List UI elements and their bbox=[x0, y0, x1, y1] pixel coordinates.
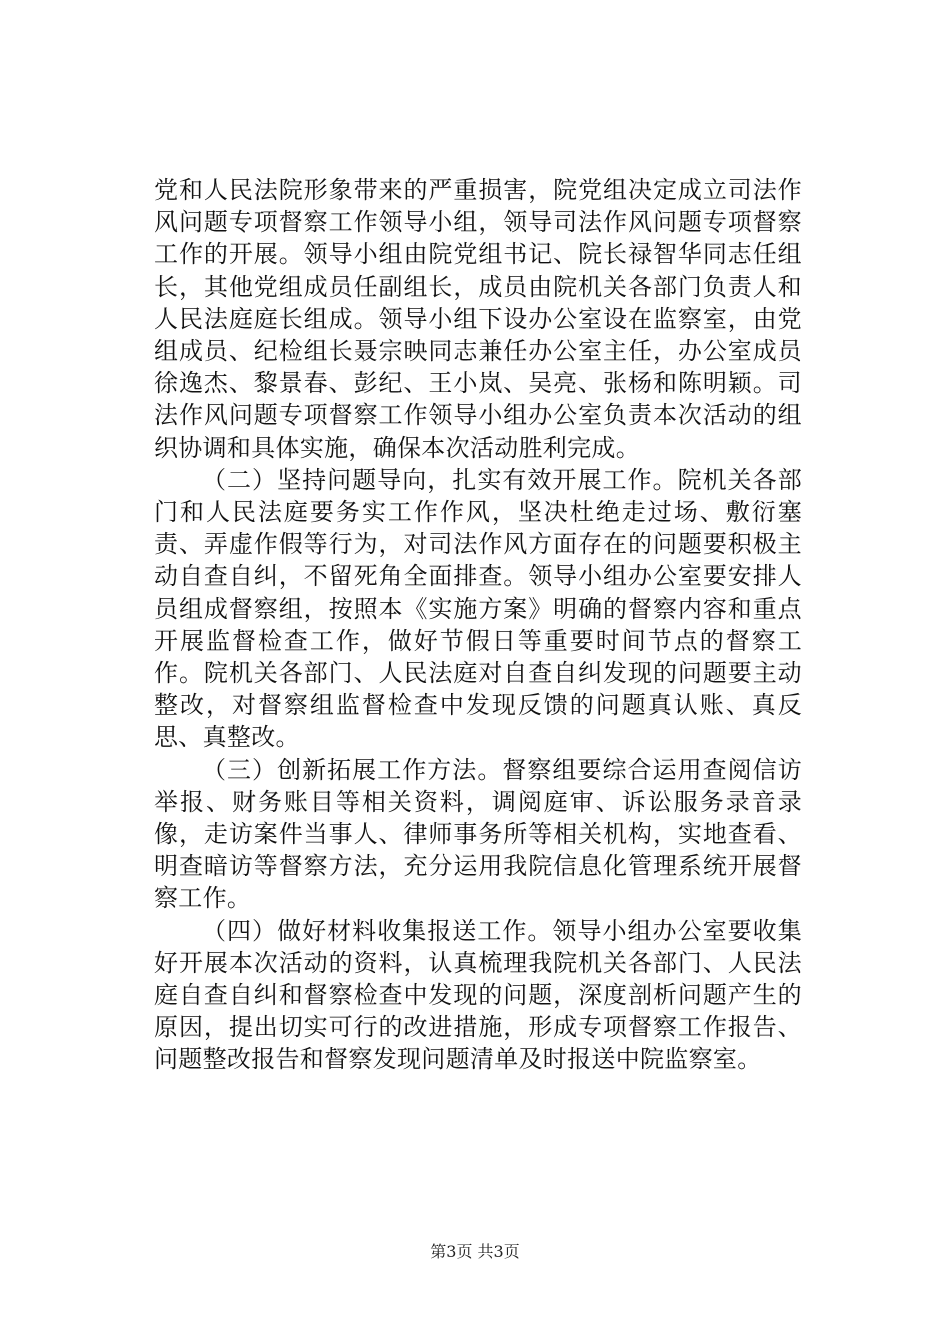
document-body bbox=[154, 174, 802, 1076]
page-footer: 第3页 共3页 bbox=[430, 1242, 520, 1261]
paragraph-3: （三）创新拓展工作方法。督察组要综合运用查阅信访举报、财务账目等相关资料，调阅庭审、诉讼服务录音录像，走访案件当事人、律师事务所等相关机构，实地查看、明查暗访等督察方法，充分运用我院信息化管理系统开展督察工作。 bbox=[154, 755, 802, 913]
paragraph-4: （四）做好材料收集报送工作。领导小组办公室要收集好开展本次活动的资料，认真梳理我院机关各部门、人民法庭自查自纠和督察检查中发现的问题，深度剖析问题产生的原因，提出切实可行的改进措施，形成专项督察工作报告、问题整改报告和督察发现问题清单及时报送中院监察室。 bbox=[154, 916, 802, 1074]
paragraph-2: （二）坚持问题导向，扎实有效开展工作。院机关各部门和人民法庭要务实工作作风，坚决杜绝走过场、敷衍塞责、弄虚作假等行为，对司法作风方面存在的问题要积极主动自查自纠，不留死角全面排查。领导小组办公室要安排人员组成督察组，按照本《实施方案》明确的督察内容和重点开展监督检查工作，做好节假日等重要时间节点的督察工作。院机关各部门、人民法庭对自查自纠发现的问题要主动整改，对督察组监督检查中发现反馈的问题真认账、真反思、真整改。 bbox=[154, 465, 802, 752]
paragraph-1: 党和人民法院形象带来的严重损害，院党组决定成立司法作风问题专项督察工作领导小组，领导司法作风问题专项督察工作的开展。领导小组由院党组书记、院长禄智华同志任组长，其他党组成员任副组长，成员由院机关各部门负责人和人民法庭庭长组成。领导小组下设办公室设在监察室，由党组成员、纪检组长聂宗映同志兼任办公室主任，办公室成员徐逸杰、黎景春、彭纪、王小岚、吴亮、张杨和陈明颖。司法作风问题专项督察工作领导小组办公室负责本次活动的组织协调和具体实施，确保本次活动胜利完成。 bbox=[154, 176, 802, 462]
